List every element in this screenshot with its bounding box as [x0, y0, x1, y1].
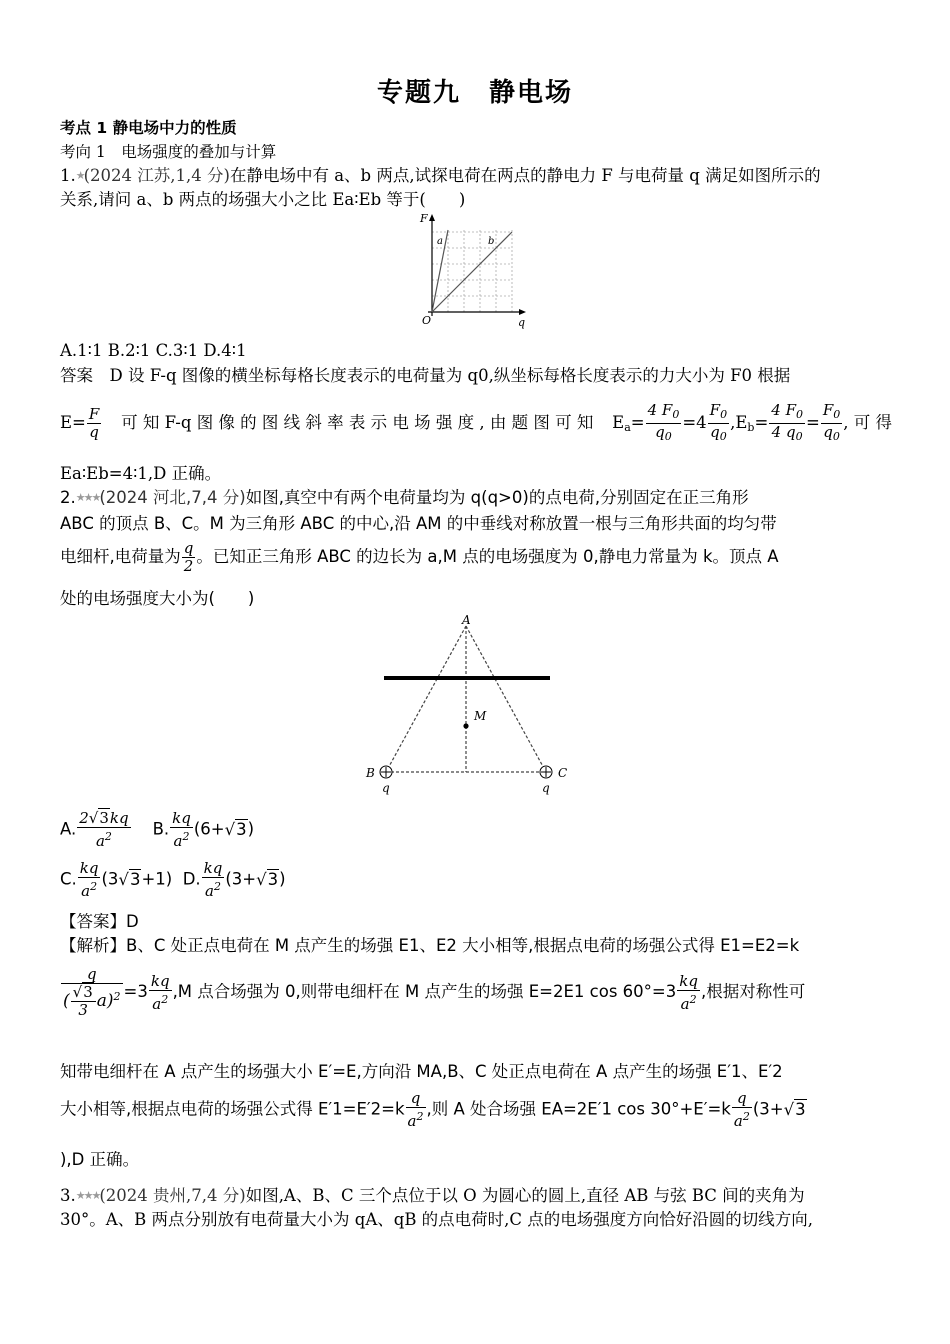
difficulty-stars-icon: ★★★	[75, 1189, 100, 1202]
q2-source: (2024 河北,7,4 分)	[99, 488, 246, 507]
q2-analysis-4: 大小相等,根据点电荷的场强公式得 E′1=E′2=k $\frac{q}{a^2}$ ,则 A 处合场强 EA=2E′1 cos 30°+E′=k $\frac{q}{a^2}$ (3+√3	[60, 1089, 806, 1130]
section-heading: 考点 1 静电场中力的性质	[60, 119, 237, 137]
q2-analysis-3: 知带电细杆在 A 点产生的场强大小 E′=E,方向沿 MA,B、C 处正点电荷在 A 点产生的场强 E′1、E′2	[60, 1062, 783, 1081]
vertex-c-label: C	[558, 766, 568, 780]
charge-b	[380, 766, 392, 778]
q2-answer: 【答案】D	[60, 912, 139, 931]
q3-text-1: 如图,A、B、C 三个点位于以 O 为圆心的圆上,直径 AB 与弦 BC 间的夹角为	[245, 1186, 805, 1205]
q2-line-2: ABC 的顶点 B、C。M 为三角形 ABC 的中心,沿 AM 的中垂线对称放置一根与三角形共面的均匀带	[60, 514, 777, 533]
q2-analysis-1: 【解析】B、C 处正点电荷在 M 点产生的场强 E1、E2 大小相等,根据点电荷的场强公式得 E1=E2=k	[60, 936, 800, 955]
q1-line-1	[60, 164, 892, 188]
q1-text-1: 在静电场中有 a、b 两点,试探电荷在两点的静电力 F 与电荷量 q 满足如图所示的	[229, 166, 821, 185]
graph-line-b-label: b	[488, 236, 495, 247]
graph-y-label: F	[420, 212, 428, 225]
q1-number: 1.	[60, 166, 76, 185]
q1-line-2: 关系,请问 a、b 两点的场强大小之比 Ea∶Eb 等于( )	[60, 190, 466, 209]
q1-options: A.1∶1 B.2∶1 C.3∶1 D.4∶1	[60, 341, 247, 360]
q2-analysis-5: ),D 正确。	[60, 1150, 140, 1169]
difficulty-stars-icon: ★★★	[75, 491, 100, 504]
q1-answer-2: E= $\frac{F}{q}$ 可 知 F-q 图 像 的 图 线 斜 率 表 示 电 场 强 度 , 由 题 图 可 知 $E_a=$ $\frac{4 F_0}{q_0}$ =4 $\frac{F_0}{q_0}$ $,E_b=$ $\frac{4 F_0}{4 q_0}$ = $\frac{F_0}{q_0}$ , 可 得	[60, 400, 892, 443]
q1-f-q-graph	[418, 212, 530, 330]
charge-c	[540, 766, 552, 778]
page-title: 专题九 静电场	[376, 78, 573, 108]
graph-line-a-label: a	[437, 236, 443, 247]
q2-number: 2.	[60, 488, 76, 507]
q3-line-1	[60, 1184, 892, 1208]
charge-c-label: q	[542, 781, 550, 795]
q1-answer-1: 答案 D 设 F-q 图像的横坐标每格长度表示的电荷量为 q0,纵坐标每格长度表示的力大小为 F0 根据	[60, 366, 791, 385]
q2-analysis-2: q ( $\frac{√3}{3}$ a)$^2$ =3 $\frac{kq}{a^2}$ ,M 点合场强为 0,则带电细杆在 M 点产生的场强 E=2E1 cos 60°=3 $\frac{kq}{a^2}$ ,根据对称性可	[63, 965, 806, 1019]
vertex-a-label: A	[462, 613, 471, 627]
q1-source: (2024 江苏,1,4 分)	[83, 166, 230, 185]
q3-source: (2024 贵州,7,4 分)	[99, 1186, 246, 1205]
graph-x-label: q	[518, 316, 526, 329]
q3-line-2: 30°。A、B 两点分别放有电荷量大小为 qA、qB 的点电荷时,C 点的电场强度方向恰好沿圆的切线方向,	[60, 1210, 814, 1229]
q2-options-cd: C. $\frac{kq}{a^2}$ (3√3+1) D. $\frac{kq}{a^2}$ (3+√3)	[60, 859, 286, 900]
vertex-b-label: B	[366, 766, 375, 780]
q1-answer-3: Ea∶Eb=4∶1,D 正确。	[60, 464, 222, 483]
center-m-label: M	[474, 709, 487, 723]
q2-line-4: 处的电场强度大小为( )	[60, 589, 255, 608]
charge-b-label: q	[382, 781, 390, 795]
difficulty-stars-icon: ★	[75, 169, 84, 182]
q2-text-1: 如图,真空中有两个电荷量均为 q(q>0)的点电荷,分别固定在正三角形	[245, 488, 749, 507]
q2-options-ab: A. $\frac{2√3kq}{a^2}$ B. $\frac{kq}{a^2}$ (6+√3)	[60, 809, 255, 850]
q2-line-1	[60, 486, 892, 510]
line-b	[432, 232, 512, 312]
graph-origin: O	[422, 314, 432, 327]
subsection-heading: 考向 1 电场强度的叠加与计算	[60, 143, 277, 161]
q2-triangle-figure	[360, 612, 580, 798]
q2-line-3: 电细杆,电荷量为 $\frac{q}{2}$ 。已知正三角形 ABC 的边长为 a,M 点的电场强度为 0,静电力常量为 k。顶点 A	[60, 539, 779, 575]
q3-number: 3.	[60, 1186, 76, 1205]
